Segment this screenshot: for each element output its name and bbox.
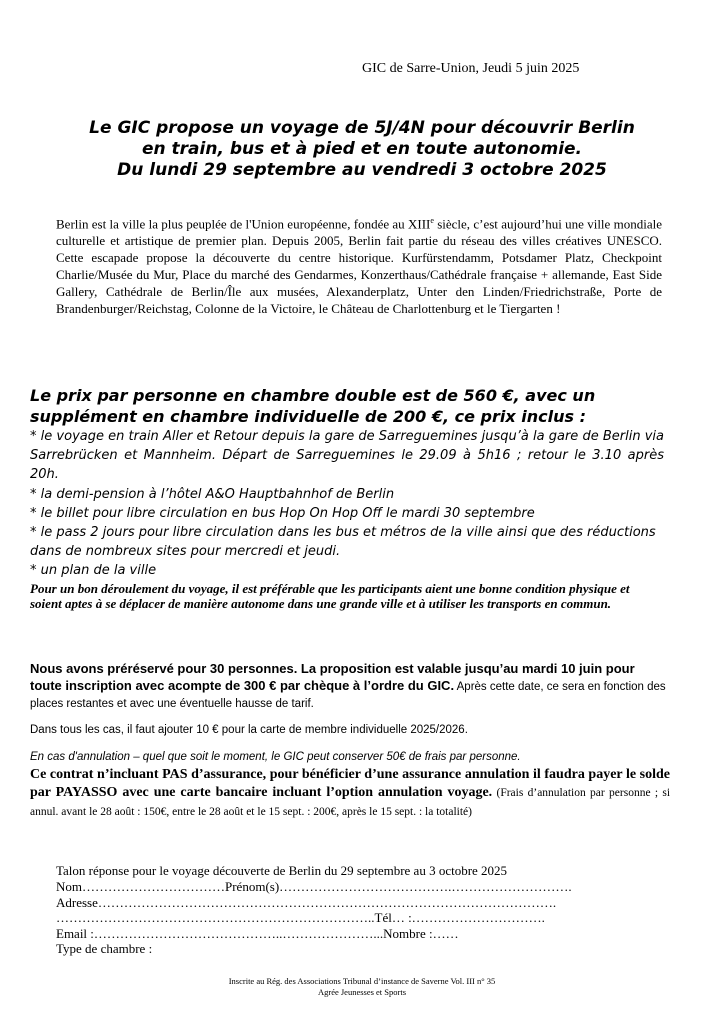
footer-approval: Agrée Jeunesses et Sports [317, 987, 407, 997]
title-line-1: Le GIC propose un voyage de 5J/4N pour découvrir Berlin [89, 118, 635, 138]
form-room-type-line[interactable]: Type de chambre : [56, 941, 153, 956]
physical-condition-note: Pour un bon déroulement du voyage, il est préférable que les participants aient une bonne condition physique et soient aptes à se déplacer de manière autonome dans une grande ville et à utiliser les transports en commun. [30, 580, 630, 612]
form-title: Talon réponse pour le voyage découverte de Berlin du 29 septembre au 3 octobre 2025 [56, 863, 508, 878]
price-item: * le pass 2 jours pour libre circulation dans les bus et métros de la ville ainsi que des réductions dans de nombreux sites pour mercredi et jeudi. [30, 525, 656, 560]
intro-paragraph [56, 212, 662, 317]
title-line-2: en train, bus et à pied et en toute autonomie. [141, 139, 583, 159]
insurance-paragraph [30, 765, 670, 821]
footer-association-registration: Inscrite au Rég. des Associations Tribunal d’instance de Saverne Vol. III n° 35 [228, 976, 496, 986]
cancellation-section [30, 749, 670, 821]
form-fields [56, 879, 676, 957]
membership-note: Dans tous les cas, il faut ajouter 10 € pour la carte de membre individuelle 2025/2026. [30, 724, 468, 736]
reply-form [56, 863, 676, 957]
form-address-line[interactable]: Adresse……………………………………………………………………………………………. [56, 894, 557, 910]
intro-text-2: siècle, c’est aujourd’hui une ville mondiale culturelle et artistique de premier plan. Depuis 2005, Berlin fait partie du réseau des villes créatives UNESCO. Cette escapade propose la découverte du centre historique. Kurfürstendamm, Potsdamer Platz, Checkpoint Charlie/Musée du Mur, Place du marché des Gendarmes, Konzerthaus/Cathédrale française + allemande, East Side Gallery, Cathédrale de Berlin/Île aux musées, Alexanderplatz, Unter den Linden/Friedrichstraße, Porte de Brandenburger/Reichstag, Colonne de la Victoire, le Château de Charlottenburg et le Tiergarten ! [56, 216, 662, 317]
form-phone-line[interactable]: ………………………………………………………………..Tél… :…………………………. [56, 910, 545, 925]
reservation-paragraph [30, 661, 670, 713]
intro-superscript: e [430, 216, 434, 225]
price-item: * le billet pour libre circulation en bus Hop On Hop Off le mardi 30 septembre [30, 505, 535, 521]
price-item: * la demi-pension à l’hôtel A&O Hauptbahnhof de Berlin [30, 486, 395, 502]
price-item: * le voyage en train Aller et Retour depuis la gare de Sarreguemines jusqu’à la gare de Berlin via Sarrebrücken et Mannheim. Départ de Sarreguemines le 29.09 à 5h16 ; retour le 3.10 après 20h. [30, 429, 664, 483]
price-section [30, 385, 664, 612]
intro-text-1: Berlin est la ville la plus peuplée de l'Union européenne, fondée au XIII [56, 216, 431, 232]
form-name-line[interactable]: Nom……………………………Prénom(s)………………………………….………………………. [56, 879, 572, 894]
page-title [60, 118, 664, 181]
cancellation-fees: (Frais d’annulation par personne ; si annul. avant le 28 août : 150€, entre le 28 août et le 15 sept. : 200€, après le 15 sept. : la totalité) [30, 787, 671, 818]
title-line-3: Du lundi 29 septembre au vendredi 3 octobre 2025 [117, 160, 607, 180]
price-heading: Le prix par personne en chambre double est de 560 €, avec un supplément en chambre individuelle de 200 €, ce prix inclus : [30, 386, 596, 426]
insurance-bold-text: Ce contrat n’incluant PAS d’assurance, pour bénéficier d’une assurance annulation il faudra payer le solde par PAYASSO avec une carte bancaire incluant l’option annulation voyage. [30, 767, 670, 800]
form-email-line[interactable]: Email :……………………………………..…………………...Nombre :…… [56, 925, 459, 941]
reservation-bold-text: Nous avons préréservé pour 30 personnes. La proposition est valable jusqu’au mardi 10 juin pour toute inscription avec acompte de 300 € par chèque à l’ordre du GIC. [30, 661, 635, 693]
cancellation-italic: En cas d'annulation – quel que soit le moment, le GIC peut conserver 50€ de frais par personne. [30, 751, 521, 763]
reservation-normal-text: Après cette date, ce sera en fonction des places restantes et avec une éventuelle hausse de tarif. [30, 680, 666, 710]
header-place-date: GIC de Sarre-Union, Jeudi 5 juin 2025 [362, 61, 580, 76]
footer [0, 976, 724, 998]
price-includes-list [30, 427, 664, 581]
price-item: * un plan de la ville [30, 563, 157, 579]
